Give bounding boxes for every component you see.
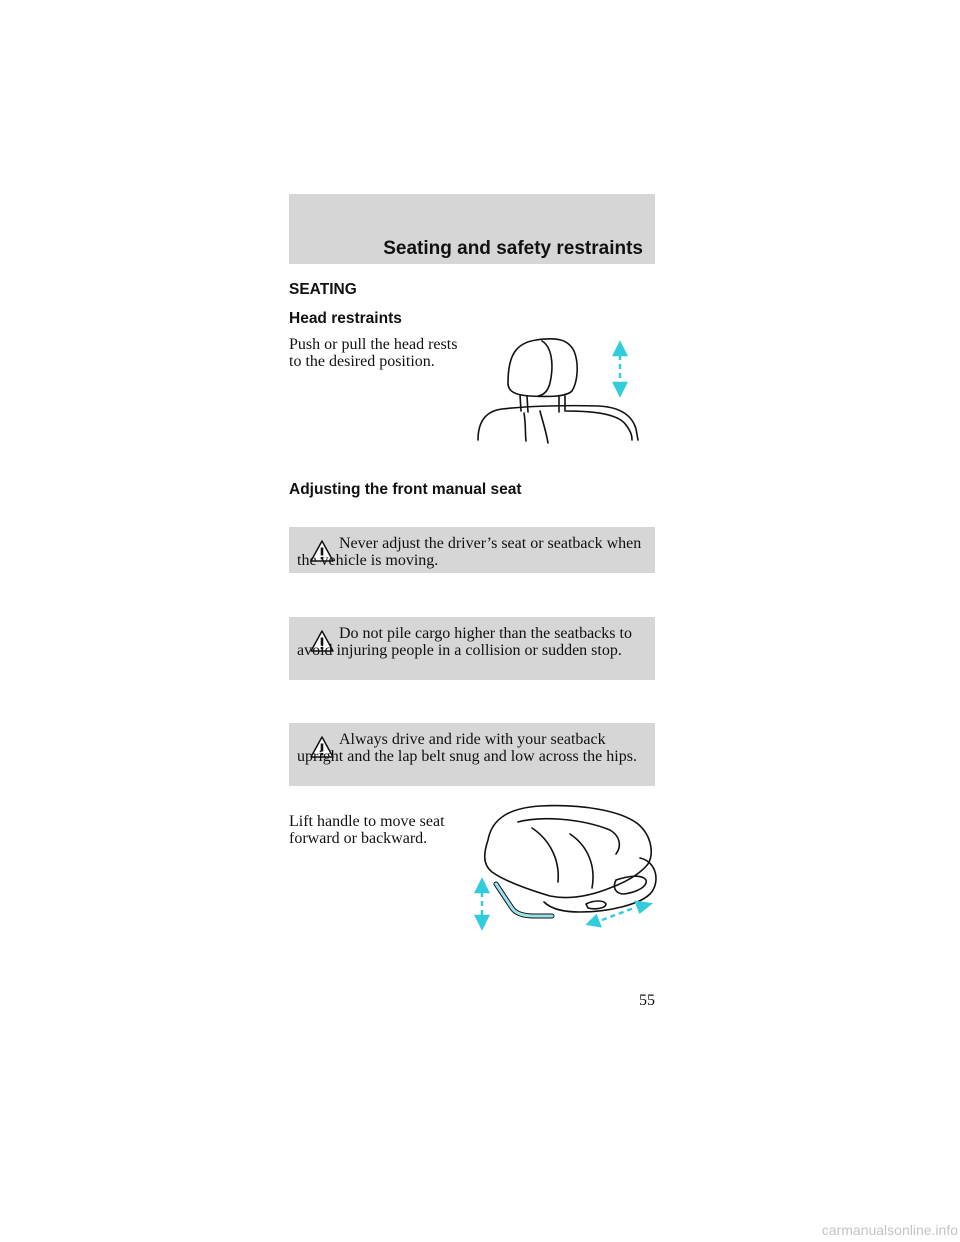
page-number: 55 bbox=[639, 992, 655, 1009]
warning-box-2 bbox=[289, 617, 655, 680]
section-title: SEATING bbox=[289, 281, 357, 298]
head-restraints-body: Push or pull the head rests to the desired position. bbox=[289, 336, 458, 370]
head-restraint-illustration bbox=[468, 333, 658, 448]
lift-handle-body: Lift handle to move seat forward or backward. bbox=[289, 813, 445, 847]
warning-text-3: Always drive and ride with your seatback upright and the lap belt snug and low across the hips. bbox=[297, 731, 637, 765]
front-seat-heading: Adjusting the front manual seat bbox=[289, 481, 522, 498]
watermark: carmanualsonline.info bbox=[821, 1222, 958, 1238]
warning-text-2: Do not pile cargo higher than the seatbacks to avoid injuring people in a collision or sudden stop. bbox=[297, 625, 632, 659]
warning-box-1 bbox=[289, 527, 655, 573]
warning-text-1: Never adjust the driver’s seat or seatback when the vehicle is moving. bbox=[297, 535, 642, 569]
header-band bbox=[289, 194, 655, 264]
head-restraints-heading: Head restraints bbox=[289, 310, 402, 327]
seat-adjust-illustration bbox=[470, 800, 660, 935]
warning-box-3 bbox=[289, 723, 655, 786]
page-header-title: Seating and safety restraints bbox=[383, 238, 643, 259]
